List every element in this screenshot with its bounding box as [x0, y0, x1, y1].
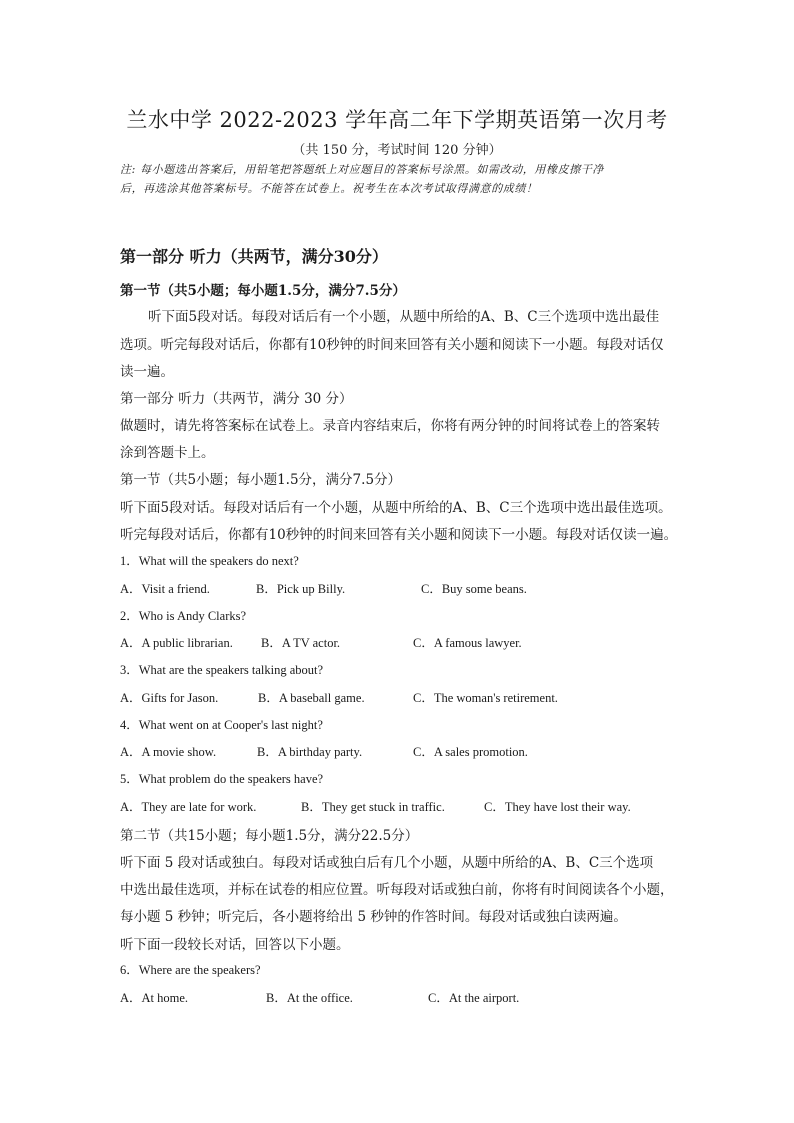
question-2-option-a: A．A public librarian.	[120, 636, 233, 650]
exam-note-line-1: 注: 每小题选出答案后，用铅笔把答题纸上对应题目的答案标号涂黑。如需改动，用橡皮擦干净	[120, 163, 604, 176]
question-4-option-b: B．A birthday party.	[257, 745, 363, 759]
question-3-option-a: A．Gifts for Jason.	[120, 691, 219, 705]
section1-intro-line-3: 读一遍。	[120, 364, 174, 380]
section1-heading: 第一节（共5小题；每小题1.5分，满分7.5分）	[120, 283, 406, 299]
question-2-option-b: B．A TV actor.	[261, 636, 341, 650]
section2-intro-line-3: 每小题 5 秒钟；听完后，各小题将给出 5 秒钟的作答时间。每段对话或独白读两遍。	[120, 909, 627, 925]
question-6-option-a: A．At home.	[120, 991, 189, 1005]
section2-intro-line-1: 听下面 5 段对话或独白。每段对话或独白后有几个小题，从题中所给的A、B、C三个选项	[120, 855, 654, 871]
repeat-section1-intro-2: 听完每段对话后，你都有10秒钟的时间来回答有关小题和阅读下一小题。每段对话仅读一遍。	[120, 527, 678, 543]
question-4-option-c: C．A sales promotion.	[413, 745, 528, 759]
question-2-option-c: C．A famous lawyer.	[413, 636, 522, 650]
question-5-option-a: A．They are late for work.	[120, 800, 257, 814]
question-5-option-c: C．They have lost their way.	[484, 800, 631, 814]
repeat-intro-line-2: 涂到答题卡上。	[120, 445, 215, 461]
section2-heading: 第二节（共15小题；每小题1.5分，满分22.5分）	[120, 828, 419, 844]
question-1-option-b: B．Pick up Billy.	[256, 582, 346, 596]
repeat-intro-line-1: 做题时，请先将答案标在试卷上。录音内容结束后，你将有两分钟的时间将试卷上的答案转	[120, 418, 660, 434]
exam-title: 兰水中学 2022-2023 学年高二年下学期英语第一次月考	[126, 108, 668, 132]
repeat-section1-intro-1: 听下面5段对话。每段对话后有一个小题，从题中所给的A、B、C三个选项中选出最佳选项。	[120, 500, 672, 516]
question-6: 6．Where are the speakers?	[120, 963, 261, 977]
question-1-option-a: A．Visit a friend.	[120, 582, 210, 596]
exam-note-line-2: 后，再选涂其他答案标号。不能答在试卷上。祝考生在本次考试取得满意的成绩！	[120, 182, 538, 195]
question-4: 4．What went on at Cooper's last night?	[120, 718, 323, 732]
question-5: 5．What problem do the speakers have?	[120, 772, 324, 786]
repeat-section1-heading: 第一节（共5小题；每小题1.5分，满分7.5分）	[120, 472, 402, 488]
question-4-option-a: A．A movie show.	[120, 745, 217, 759]
dialogue-intro: 听下面一段较长对话，回答以下小题。	[120, 937, 350, 953]
question-3-option-c: C．The woman's retirement.	[413, 691, 558, 705]
question-6-option-b: B．At the office.	[266, 991, 353, 1005]
repeat-part1-heading: 第一部分 听力（共两节，满分 30 分）	[120, 391, 353, 407]
question-2: 2．Who is Andy Clarks?	[120, 609, 247, 623]
section1-intro-line-2: 选项。听完每段对话后，你都有10秒钟的时间来回答有关小题和阅读下一小题。每段对话仅	[120, 337, 664, 353]
question-5-option-b: B．They get stuck in traffic.	[301, 800, 445, 814]
section1-intro-line-1: 听下面5段对话。每段对话后有一个小题，从题中所给的A、B、C三个选项中选出最佳	[148, 309, 660, 325]
question-3: 3．What are the speakers talking about?	[120, 663, 324, 677]
question-1: 1．What will the speakers do next?	[120, 554, 299, 568]
question-3-option-b: B．A baseball game.	[258, 691, 365, 705]
part1-heading: 第一部分 听力（共两节，满分30分）	[120, 247, 388, 266]
question-6-option-c: C．At the airport.	[428, 991, 520, 1005]
exam-subtitle: （共 150 分，考试时间 120 分钟）	[292, 143, 502, 158]
question-1-option-c: C．Buy some beans.	[421, 582, 527, 596]
section2-intro-line-2: 中选出最佳选项，并标在试卷的相应位置。听每段对话或独白前，你将有时间阅读各个小题，	[120, 882, 674, 898]
